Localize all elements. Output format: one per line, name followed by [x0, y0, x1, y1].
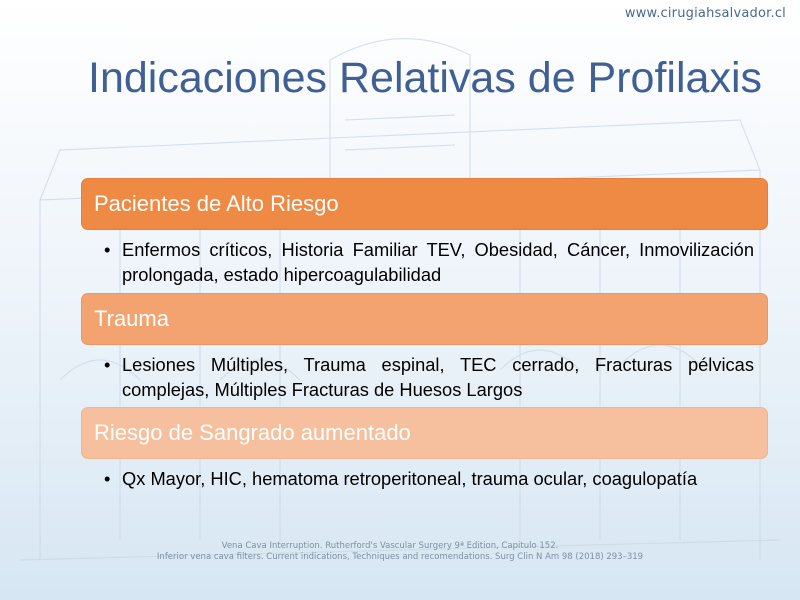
reference-line: Vena Cava Interruption. Rutherford's Vascular Surgery 9ª Edition, Capitulo 152. [221, 541, 559, 551]
bullet-item-riesgo-sangrado [104, 466, 754, 491]
section-heading-text: Trauma [94, 306, 169, 331]
slide-title: Indicaciones Relativas de Profilaxis [88, 54, 762, 102]
section-heading-text: Riesgo de Sangrado aumentado [94, 420, 411, 445]
bullet-dot: • [104, 239, 111, 260]
bullet-dot: • [104, 468, 111, 489]
reference-line: Inferior vena cava filters. Current indications, Techniques and recomendations. Surg Clin N Am 98 (2018) 293–319 [156, 552, 644, 562]
bullet-text: Qx Mayor, HIC, hematoma retroperitoneal, trauma ocular, coagulopatía [122, 468, 698, 489]
bullet-item-trauma [104, 352, 754, 402]
bullet-item-alto-riesgo [104, 237, 754, 287]
section-header-alto-riesgo [81, 178, 768, 230]
section-header-riesgo-sangrado [81, 407, 768, 459]
site-url: www.cirugiahsalvador.cl [624, 6, 786, 21]
references [0, 541, 800, 563]
bullet-dot: • [104, 354, 111, 375]
bullet-text: Lesiones Múltiples, Trauma espinal, TEC cerrado, Fracturas pélvicas complejas, Múltiples Fracturas de Huesos Largos [122, 354, 754, 400]
bullet-text: Enfermos críticos, Historia Familiar TEV, Obesidad, Cáncer, Inmovilización prolongada, estado hipercoagulabilidad [122, 239, 754, 285]
section-heading-text: Pacientes de Alto Riesgo [94, 191, 339, 216]
section-header-trauma [81, 293, 768, 345]
